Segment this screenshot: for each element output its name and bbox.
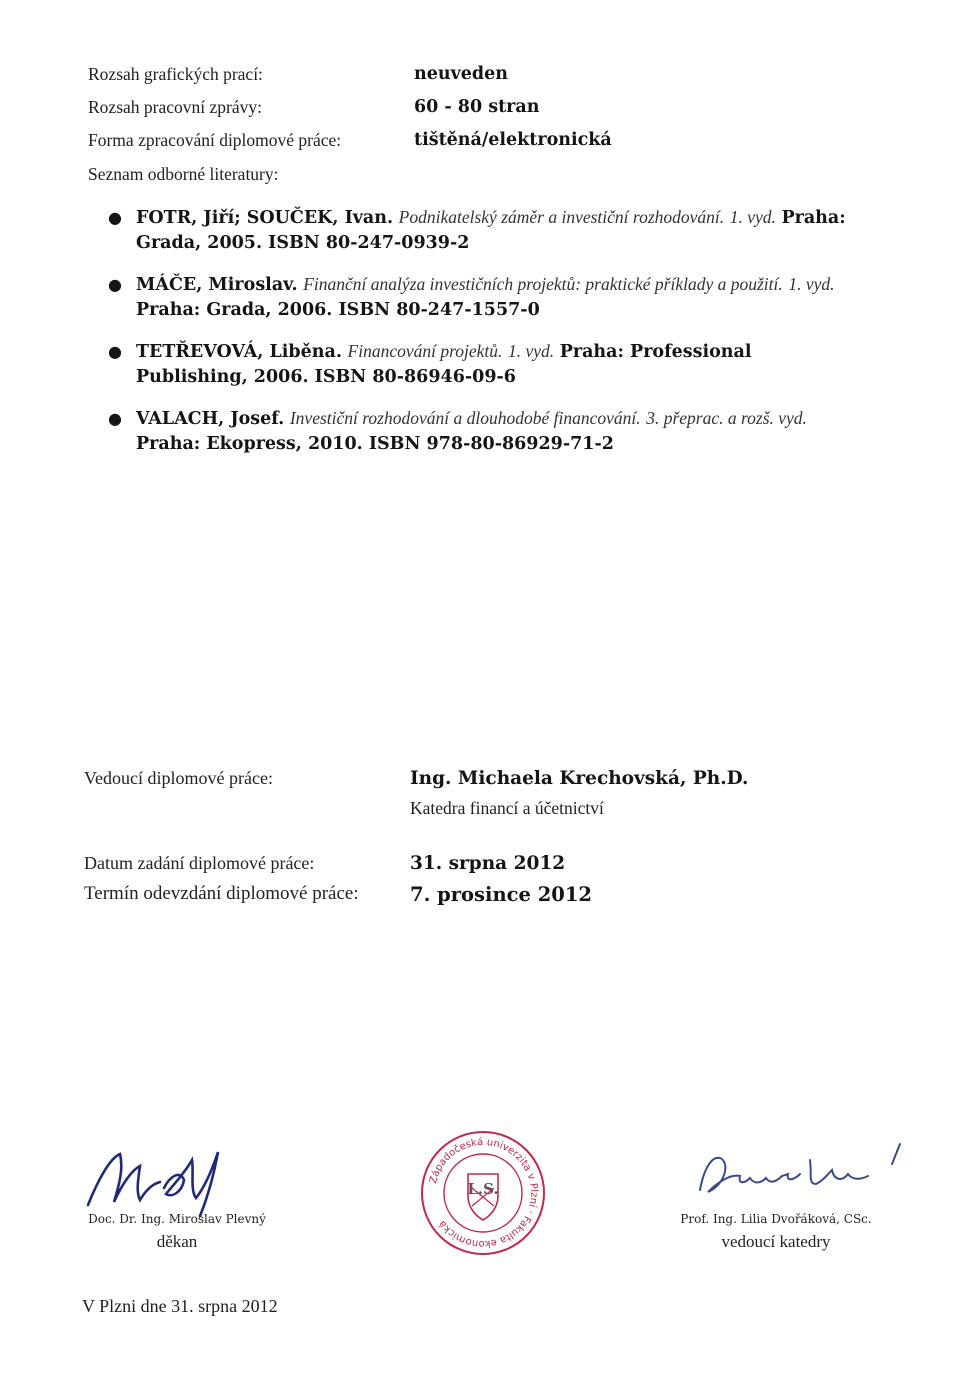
field-value: tištěná/elektronická bbox=[414, 130, 612, 150]
reference-author: FOTR, Jiří; SOUČEK, Ivan. bbox=[136, 208, 394, 228]
reference-title: Podnikatelský záměr a investiční rozhodování. bbox=[398, 207, 725, 227]
reference-item bbox=[108, 406, 868, 457]
supervisor-department: Katedra financí a účetnictví bbox=[410, 798, 604, 818]
head-signature-block bbox=[666, 1212, 886, 1252]
reference-author: VALACH, Josef. bbox=[136, 409, 285, 429]
reference-edition: 1. vyd. bbox=[507, 341, 555, 361]
reference-item bbox=[108, 205, 868, 256]
stamp-center-text: L.S. bbox=[467, 1180, 499, 1198]
date-label: Datum zadání diplomové práce: bbox=[84, 853, 315, 873]
field-label: Forma zpracování diplomové práce: bbox=[88, 130, 342, 150]
bullet-icon: ● bbox=[108, 342, 122, 361]
stamp-ring-text: Západočeská univerzita v Plzni · Fakulta ekonomická bbox=[427, 1136, 540, 1250]
dean-signature-block bbox=[82, 1212, 272, 1252]
date-label: Termín odevzdání diplomové práce: bbox=[84, 883, 359, 904]
field-label: Rozsah grafických prací: bbox=[88, 64, 263, 84]
reference-list bbox=[108, 205, 868, 473]
head-signature bbox=[690, 1140, 920, 1210]
supervisor-label: Vedoucí diplomové práce: bbox=[84, 768, 273, 788]
reference-publisher: Praha: Grada, 2005. ISBN 80-247-0939-2 bbox=[136, 208, 846, 253]
place-date: V Plzni dne 31. srpna 2012 bbox=[82, 1296, 278, 1316]
field-label: Rozsah pracovní zprávy: bbox=[88, 97, 262, 117]
reference-publisher: Praha: Professional Publishing, 2006. ISBN 80-86946-09-6 bbox=[136, 342, 752, 387]
bullet-icon: ● bbox=[108, 275, 122, 294]
field-label: Seznam odborné literatury: bbox=[88, 164, 279, 184]
reference-title: Investiční rozhodování a dlouhodobé financování. bbox=[289, 408, 641, 428]
reference-item bbox=[108, 339, 868, 390]
reference-title: Financování projektů. bbox=[347, 341, 503, 361]
supervisor-name: Ing. Michaela Krechovská, Ph.D. bbox=[410, 768, 749, 789]
date-value: 7. prosince 2012 bbox=[410, 883, 592, 906]
reference-author: TETŘEVOVÁ, Liběna. bbox=[136, 342, 342, 362]
reference-edition: 1. vyd. bbox=[788, 274, 835, 294]
reference-publisher: Praha: Grada, 2006. ISBN 80-247-1557-0 bbox=[136, 300, 540, 320]
dean-signature bbox=[80, 1140, 250, 1220]
head-role: vedoucí katedry bbox=[721, 1232, 831, 1251]
dean-role: děkan bbox=[156, 1232, 198, 1251]
reference-publisher: Praha: Ekopress, 2010. ISBN 978-80-86929-71-2 bbox=[136, 434, 614, 454]
date-value: 31. srpna 2012 bbox=[410, 853, 566, 874]
reference-edition: 1. vyd. bbox=[729, 207, 776, 227]
faculty-stamp bbox=[418, 1128, 548, 1258]
bullet-icon: ● bbox=[108, 208, 122, 227]
head-name: Prof. Ing. Lilia Dvořáková, CSc. bbox=[680, 1212, 872, 1226]
field-value: neuveden bbox=[414, 64, 508, 84]
dean-name: Doc. Dr. Ing. Miroslav Plevný bbox=[88, 1212, 266, 1226]
bullet-icon: ● bbox=[108, 409, 122, 428]
field-value: 60 - 80 stran bbox=[414, 97, 540, 117]
reference-edition: 3. přeprac. a rozš. vyd. bbox=[646, 408, 807, 428]
reference-title: Finanční analýza investičních projektů: praktické příklady a použití. bbox=[303, 274, 783, 294]
reference-item bbox=[108, 272, 868, 323]
reference-author: MÁČE, Miroslav. bbox=[136, 275, 298, 295]
